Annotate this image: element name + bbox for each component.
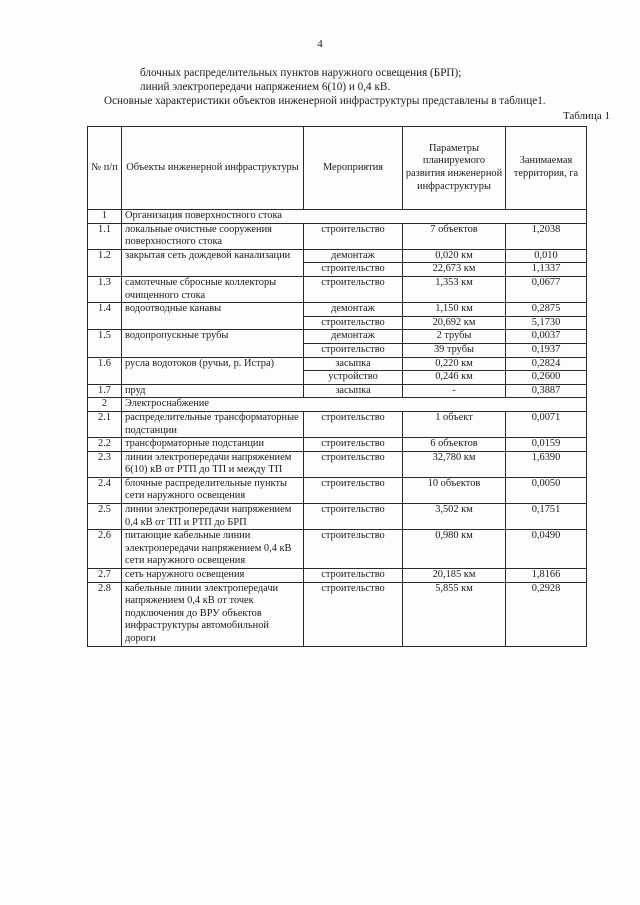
row-area: 0,2824 xyxy=(506,357,587,371)
row-parameter: 1,150 км xyxy=(403,303,506,317)
row-area: 1,8166 xyxy=(506,569,587,583)
table-section-row xyxy=(88,210,587,224)
row-object: водоотводные канавы xyxy=(122,303,304,330)
row-area: 1,2038 xyxy=(506,223,587,249)
row-parameter: 0,246 км xyxy=(403,371,506,385)
row-area: 5,1730 xyxy=(506,316,587,330)
row-action: строительство xyxy=(304,411,403,437)
row-action: демонтаж xyxy=(304,330,403,344)
row-area: 1,1337 xyxy=(506,263,587,277)
row-parameter: 0,020 км xyxy=(403,249,506,263)
row-object: кабельные линии электропередачи напряжением 0,4 кВ от точек подключения до ВРУ объектов инфраструктуры автомобильной дороги xyxy=(122,582,304,646)
row-parameter: 5,855 км xyxy=(403,582,506,646)
row-area: 0,0071 xyxy=(506,411,587,437)
section-title: Организация поверхностного стока xyxy=(122,210,587,224)
row-action: демонтаж xyxy=(304,303,403,317)
row-parameter: 0,980 км xyxy=(403,530,506,569)
row-area: 0,3887 xyxy=(506,384,587,398)
row-num: 1.4 xyxy=(88,303,122,330)
table-row xyxy=(88,477,587,503)
header-num: № п/п xyxy=(88,127,122,210)
row-parameter: 1 объект xyxy=(403,411,506,437)
row-area: 0,2600 xyxy=(506,371,587,385)
row-action: демонтаж xyxy=(304,249,403,263)
row-action: строительство xyxy=(304,477,403,503)
row-action: строительство xyxy=(304,451,403,477)
row-num: 2.1 xyxy=(88,411,122,437)
row-area: 0,2875 xyxy=(506,303,587,317)
row-action: строительство xyxy=(304,569,403,583)
row-parameter: 2 трубы xyxy=(403,330,506,344)
row-num: 1 xyxy=(88,210,122,224)
row-action: засыпка xyxy=(304,384,403,398)
table-section-row xyxy=(88,398,587,412)
table-row xyxy=(88,438,587,452)
row-object: пруд xyxy=(122,384,304,398)
row-action: строительство xyxy=(304,343,403,357)
row-area: 0,0490 xyxy=(506,530,587,569)
row-area: 0,0677 xyxy=(506,276,587,302)
row-area: 0,0050 xyxy=(506,477,587,503)
row-parameter: 32,780 км xyxy=(403,451,506,477)
row-action: строительство xyxy=(304,316,403,330)
row-num: 1.6 xyxy=(88,357,122,384)
row-parameter: 3,502 км xyxy=(403,504,506,530)
row-action: устройство xyxy=(304,371,403,385)
table-row xyxy=(88,223,587,249)
intro-line-2: линий электропередачи напряжением 6(10) и 0,4 кВ. xyxy=(140,81,391,93)
header-object: Объекты инженерной инфраструктуры xyxy=(122,127,304,210)
row-object: самотечные сбросные коллекторы очищенного стока xyxy=(122,276,304,302)
row-num: 2.7 xyxy=(88,569,122,583)
header-action: Мероприятия xyxy=(304,127,403,210)
row-action: засыпка xyxy=(304,357,403,371)
row-object: сеть наружного освещения xyxy=(122,569,304,583)
row-action: строительство xyxy=(304,438,403,452)
row-action: строительство xyxy=(304,504,403,530)
header-area: Занимаемая территория, га xyxy=(506,127,587,210)
row-parameter: 20,692 км xyxy=(403,316,506,330)
table-row xyxy=(88,249,587,263)
row-area: 0,010 xyxy=(506,249,587,263)
row-area: 0,0037 xyxy=(506,330,587,344)
row-object: линии электропередачи напряжением 6(10) кВ от РТП до ТП и между ТП xyxy=(122,451,304,477)
row-parameter: 10 объектов xyxy=(403,477,506,503)
row-object: локальные очистные сооружения поверхностного стока xyxy=(122,223,304,249)
row-action: строительство xyxy=(304,263,403,277)
table-row xyxy=(88,330,587,344)
row-num: 1.3 xyxy=(88,276,122,302)
row-num: 1.7 xyxy=(88,384,122,398)
row-object: питающие кабельные линии электропередачи напряжением 0,4 кВ сети наружного освещения xyxy=(122,530,304,569)
row-action: строительство xyxy=(304,530,403,569)
row-num: 2.6 xyxy=(88,530,122,569)
table-row xyxy=(88,451,587,477)
table-row xyxy=(88,276,587,302)
row-object: трансформаторные подстанции xyxy=(122,438,304,452)
row-area: 0,0159 xyxy=(506,438,587,452)
row-num: 1.1 xyxy=(88,223,122,249)
row-action: строительство xyxy=(304,276,403,302)
row-action: строительство xyxy=(304,223,403,249)
row-parameter: 0,220 км xyxy=(403,357,506,371)
row-num: 2.8 xyxy=(88,582,122,646)
table-row xyxy=(88,530,587,569)
row-area: 1,6390 xyxy=(506,451,587,477)
section-title: Электроснабжение xyxy=(122,398,587,412)
row-parameter: 1,353 км xyxy=(403,276,506,302)
intro-line-1: блочных распределительных пунктов наружного освещения (БРП); xyxy=(140,67,462,79)
row-parameter: 7 объектов xyxy=(403,223,506,249)
row-parameter: 6 объектов xyxy=(403,438,506,452)
row-num: 2 xyxy=(88,398,122,412)
table-row xyxy=(88,582,587,646)
intro-line-3: Основные характеристики объектов инженерной инфраструктуры представлены в таблице1. xyxy=(104,95,546,107)
table-row xyxy=(88,569,587,583)
row-parameter: - xyxy=(403,384,506,398)
infrastructure-table xyxy=(87,126,587,647)
table-caption: Таблица 1 xyxy=(562,110,610,122)
row-object: линии электропередачи напряжением 0,4 кВ от ТП и РТП до БРП xyxy=(122,504,304,530)
table-row xyxy=(88,504,587,530)
row-object: блочные распределительные пункты сети наружного освещения xyxy=(122,477,304,503)
header-params: Параметры планируемого развития инженерной инфраструктуры xyxy=(403,127,506,210)
table-header-row xyxy=(88,127,587,210)
table-row xyxy=(88,357,587,371)
row-num: 1.5 xyxy=(88,330,122,357)
table-row xyxy=(88,384,587,398)
row-num: 1.2 xyxy=(88,249,122,276)
row-parameter: 22,673 км xyxy=(403,263,506,277)
row-object: закрытая сеть дождевой канализации xyxy=(122,249,304,276)
row-action: строительство xyxy=(304,582,403,646)
row-num: 2.4 xyxy=(88,477,122,503)
row-parameter: 39 трубы xyxy=(403,343,506,357)
page-number: 4 xyxy=(317,38,323,50)
row-num: 2.5 xyxy=(88,504,122,530)
row-area: 0,1937 xyxy=(506,343,587,357)
table-row xyxy=(88,411,587,437)
row-area: 0,1751 xyxy=(506,504,587,530)
row-num: 2.3 xyxy=(88,451,122,477)
row-parameter: 20,185 км xyxy=(403,569,506,583)
row-area: 0,2928 xyxy=(506,582,587,646)
row-num: 2.2 xyxy=(88,438,122,452)
row-object: водопропускные трубы xyxy=(122,330,304,357)
row-object: распределительные трансформаторные подстанции xyxy=(122,411,304,437)
table-body xyxy=(88,210,587,647)
row-object: русла водотоков (ручьи, р. Истра) xyxy=(122,357,304,384)
table-row xyxy=(88,303,587,317)
